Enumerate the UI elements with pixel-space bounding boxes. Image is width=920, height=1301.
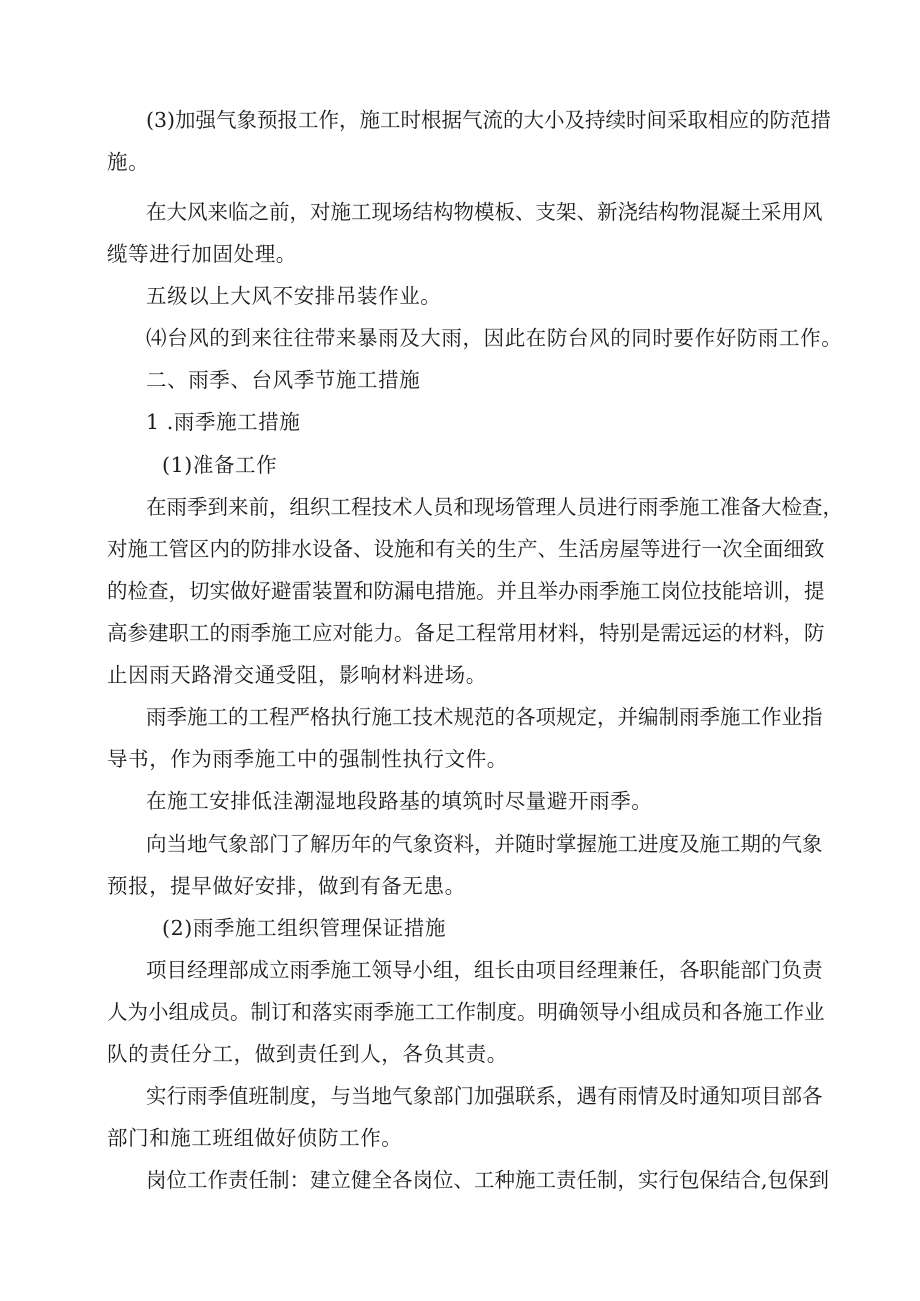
paragraph-line: 施。 [107, 150, 150, 174]
paragraph-line: 雨季施工的工程严格执行施工技术规范的各项规定，并编制雨季施工作业指 [146, 705, 823, 729]
paragraph-line: 人为小组成员。制订和落实雨季施工工作制度。明确领导小组成员和各施工作业 [107, 1000, 825, 1024]
paragraph-line: 在大风来临之前，对施工现场结构物模板、支架、新浇结构物混凝土采用风 [146, 200, 823, 224]
paragraph-line: 项目经理部成立雨季施工领导小组，组长由项目经理兼任，各职能部门负责 [146, 958, 823, 982]
paragraph-line: 缆等进行加固处理。 [107, 242, 297, 266]
paragraph-line: 在雨季到来前，组织工程技术人员和现场管理人员进行雨季施工准备大检查， [146, 495, 843, 519]
paragraph-line: 岗位工作责任制：建立健全各岗位、工种施工责任制，实行包保结合,包保到 [146, 1168, 830, 1192]
paragraph-line: 五级以上大风不安排吊装作业。 [146, 284, 442, 308]
paragraph-line: 向当地气象部门了解历年的气象资料，并随时掌握施工进度及施工期的气象 [146, 832, 823, 856]
paragraph-line: 对施工管区内的防排水设备、设施和有关的生产、生活房屋等进行一次全面细致 [107, 537, 825, 561]
paragraph-line: 导书，作为雨季施工中的强制性执行文件。 [107, 747, 508, 771]
paragraph-line: ⑷台风的到来往往带来暴雨及大雨，因此在防台风的同时要作好防雨工作。 [146, 326, 843, 350]
subsection-heading: 1 .雨季施工措施 [146, 410, 301, 434]
paragraph-line: 预报，提早做好安排，做到有备无患。 [107, 874, 466, 898]
paragraph-line: 部门和施工班组做好侦防工作。 [107, 1126, 403, 1150]
paragraph-line: 实行雨季值班制度，与当地气象部门加强联系，遇有雨情及时通知项目部各 [146, 1084, 823, 1108]
paragraph-line: 在施工安排低洼潮湿地段路基的填筑时尽量避开雨季。 [146, 789, 653, 813]
paragraph-line: 队的责任分工，做到责任到人，各负其责。 [107, 1042, 508, 1066]
item-heading: (1)准备工作 [162, 453, 278, 477]
item-heading: (2)雨季施工组织管理保证措施 [162, 916, 447, 940]
paragraph-line: (3)加强气象预报工作，施工时根据气流的大小及持续时间采取相应的防范措 [146, 108, 832, 132]
paragraph-line: 止因雨天路滑交通受阻，影响材料进场。 [107, 663, 487, 687]
paragraph-line: 的检查，切实做好避雷装置和防漏电措施。并且举办雨季施工岗位技能培训，提 [107, 579, 825, 603]
paragraph-line: 高参建职工的雨季施工应对能力。备足工程常用材料，特别是需远运的材料，防 [107, 621, 825, 645]
section-heading: 二、雨季、台风季节施工措施 [146, 368, 421, 392]
